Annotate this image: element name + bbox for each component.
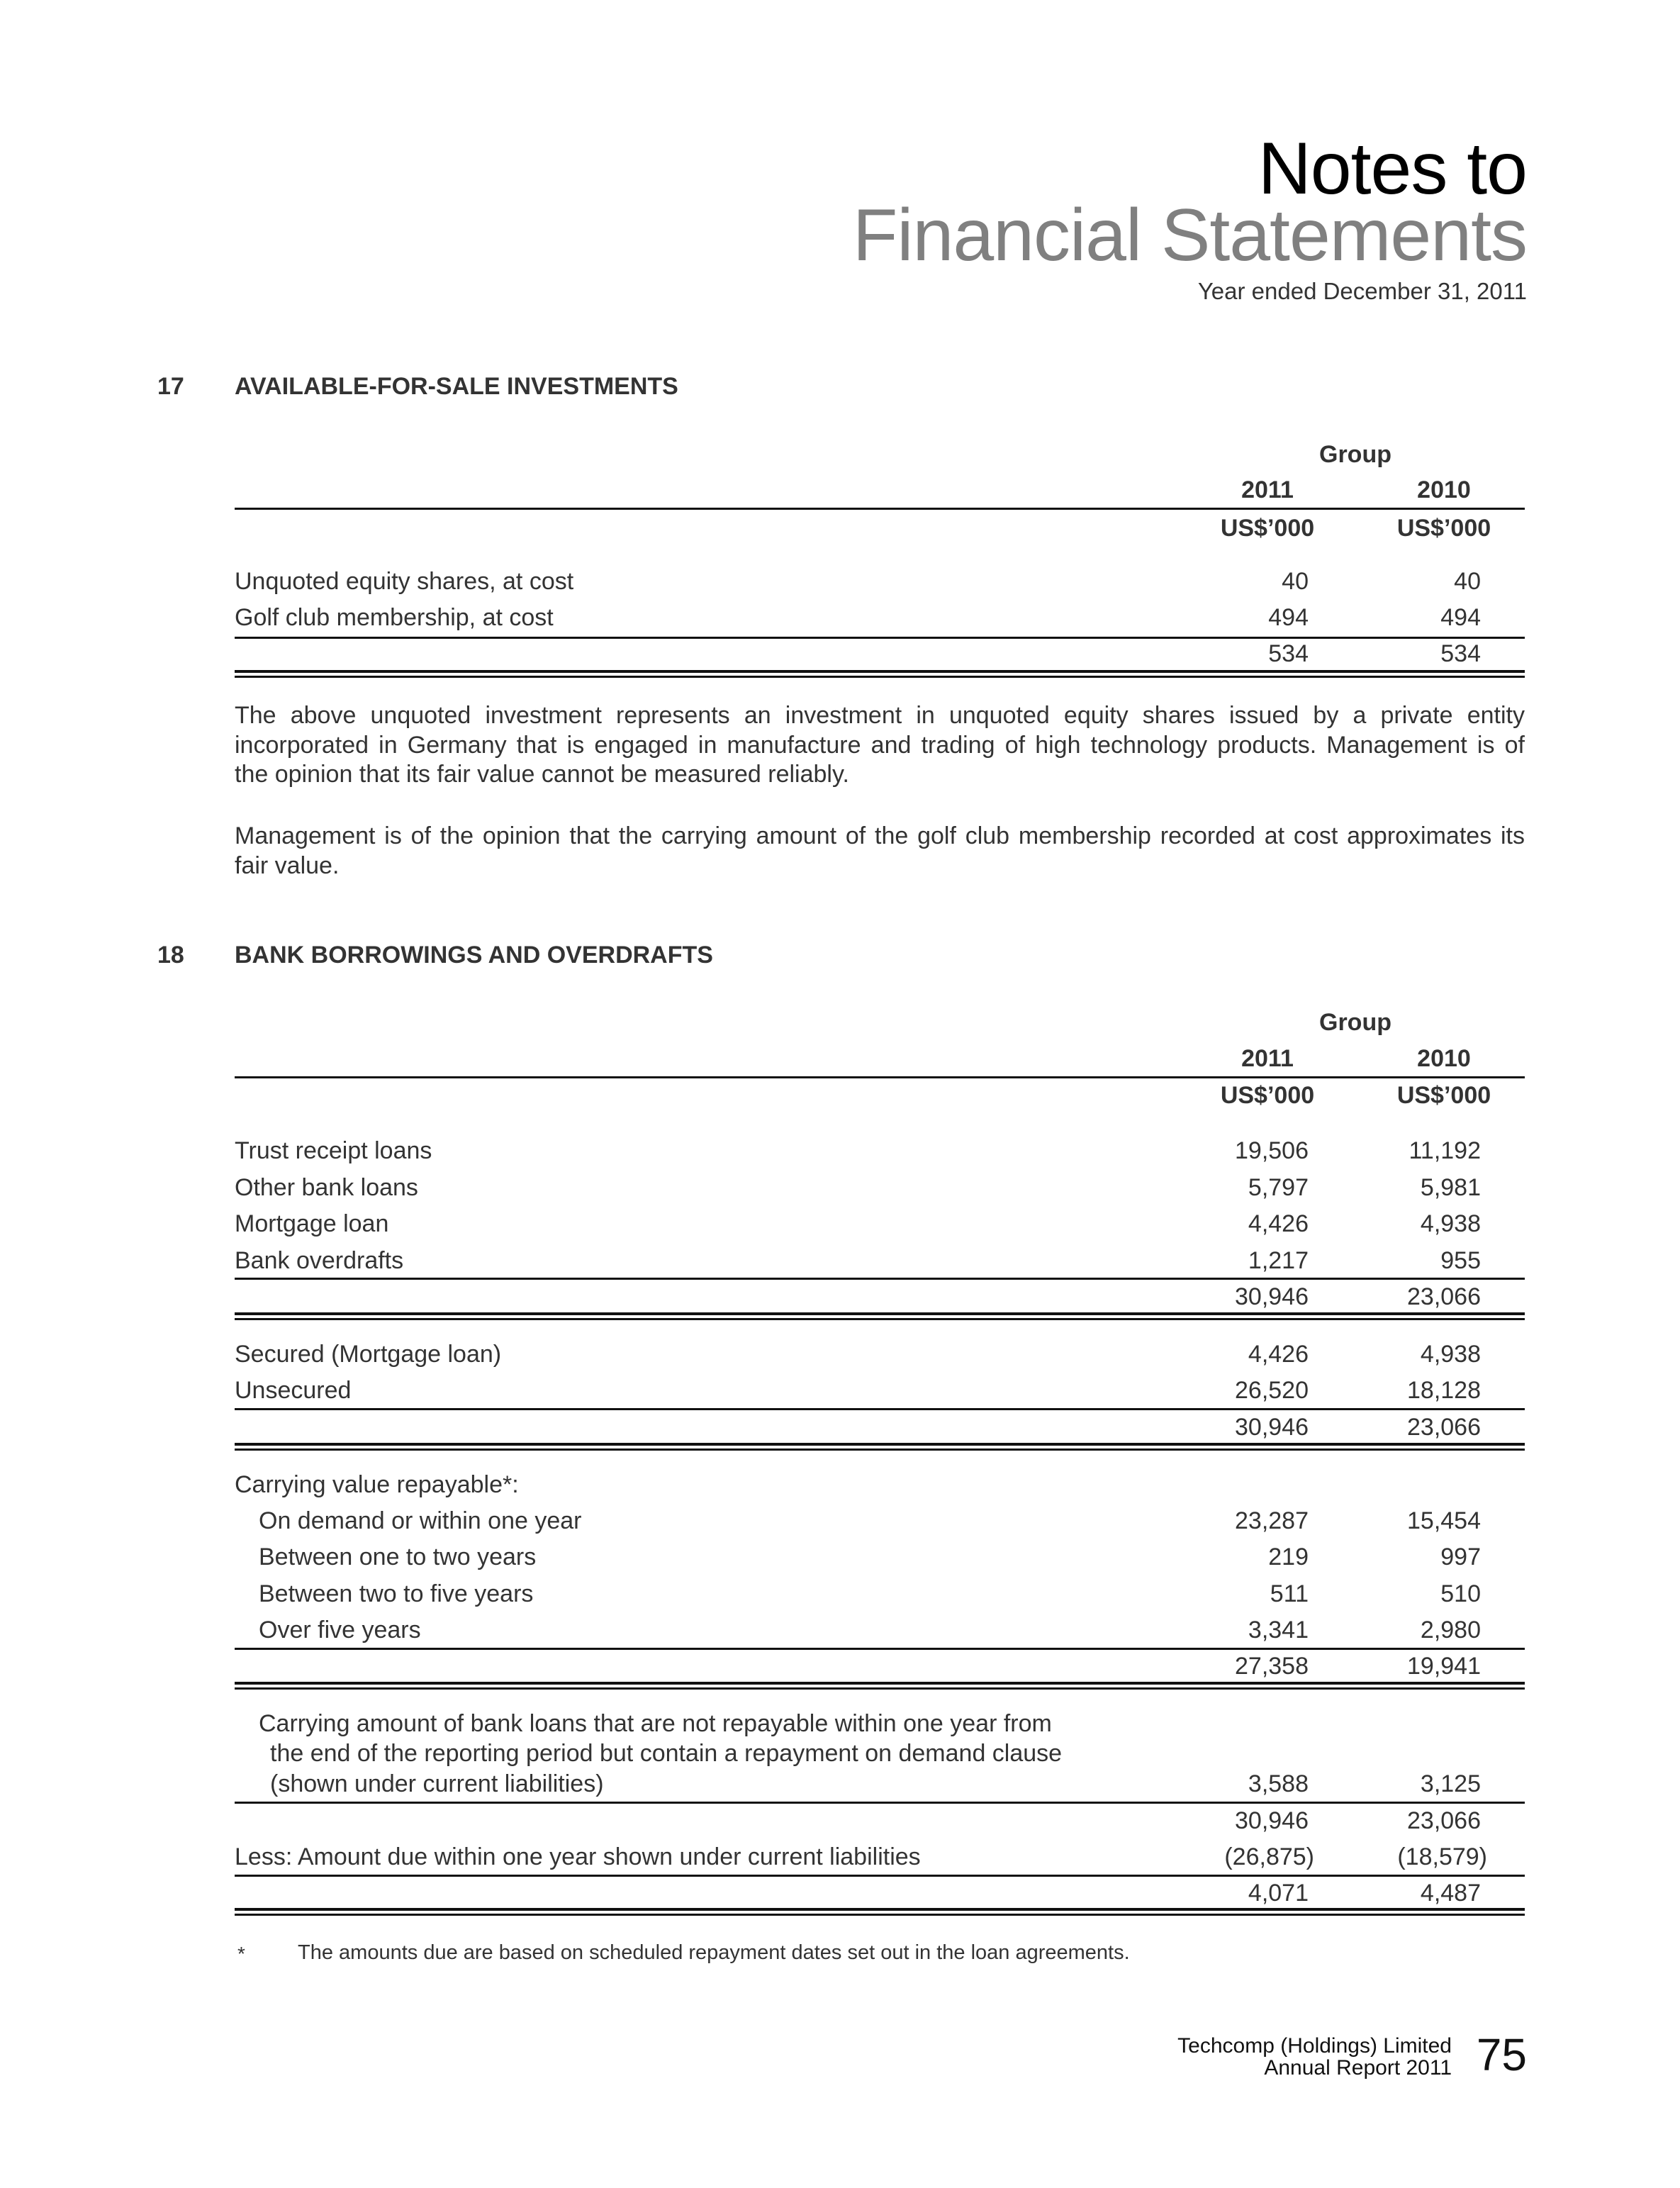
paragraph-line: the opinion that its fair value cannot be measured reliably. [235,761,849,788]
value-2010: 15,454 [1407,1507,1481,1534]
footnote-marker: * [237,1943,245,1965]
row-label: Between two to five years [259,1580,534,1607]
subtotal-rule [235,1802,1525,1804]
section-title: AVAILABLE-FOR-SALE INVESTMENTS [235,373,678,400]
value-2011: 5,797 [1248,1174,1309,1201]
value-2011: (26,875) [1224,1843,1314,1870]
subtotal-2011: 30,946 [1235,1807,1309,1834]
value-2010: 2,980 [1420,1617,1481,1643]
value-2010: 4,938 [1420,1210,1481,1237]
total-2011: 30,946 [1235,1414,1309,1441]
paragraph-line: Management is of the opinion that the carrying amount of the golf club membership recorded at cost approximates its [235,822,1525,849]
value-2010: 40 [1454,568,1481,595]
paragraph-unquoted-investment [235,701,1525,790]
total-2010: 4,487 [1420,1880,1481,1907]
row-label: Unsecured [235,1377,352,1404]
value-2010: 18,128 [1407,1377,1481,1404]
column-header-2011: 2011 [1241,476,1294,503]
column-group-header: Group [1319,1009,1391,1036]
value-2011: 23,287 [1235,1507,1309,1534]
report-name: Annual Report 2011 [1264,2056,1452,2080]
value-2011: 494 [1268,604,1309,631]
double-rule [235,1443,1525,1451]
row-label: Secured (Mortgage loan) [235,1341,502,1368]
value-2011: 219 [1268,1544,1309,1570]
value-2010: 955 [1440,1247,1481,1274]
row-label: Bank overdrafts [235,1247,404,1274]
total-2011: 27,358 [1235,1653,1309,1680]
column-header-2010: 2010 [1417,1045,1471,1072]
total-2010: 23,066 [1407,1283,1481,1310]
subtotal-rule [235,1408,1525,1410]
row-label: Between one to two years [259,1544,537,1570]
row-label-line: the end of the reporting period but contain a repayment on demand clause [270,1740,1063,1767]
row-label-line: Carrying amount of bank loans that are not repayable within one year from [259,1710,1052,1737]
double-rule [235,1312,1525,1320]
value-2010: 11,192 [1409,1137,1481,1164]
value-2011: 40 [1282,568,1309,595]
row-label: On demand or within one year [259,1507,582,1534]
page-subtitle: Year ended December 31, 2011 [1197,278,1527,304]
total-2010: 534 [1440,640,1481,667]
value-2011: 3,588 [1248,1770,1309,1797]
page-title-line1: Notes to [1258,128,1527,210]
value-2010: 494 [1440,604,1481,631]
value-2010: 510 [1440,1580,1481,1607]
section-title: BANK BORROWINGS AND OVERDRAFTS [235,942,713,969]
double-rule [235,1908,1525,1916]
value-2011: 4,426 [1248,1341,1309,1368]
value-2010: 3,125 [1420,1770,1481,1797]
paragraph-line: The above unquoted investment represents an investment in unquoted equity shares issued by a private entity [235,702,1525,729]
page-title-line2: Financial Statements [852,194,1527,277]
paragraph-line: fair value. [235,852,340,879]
value-2010: 5,981 [1420,1174,1481,1201]
column-group-header: Group [1319,441,1391,468]
row-label: Less: Amount due within one year shown under current liabilities [235,1843,921,1870]
total-2010: 23,066 [1407,1414,1481,1441]
section-number: 18 [157,942,184,969]
value-2011: 511 [1270,1580,1309,1607]
subtotal-rule [235,1875,1525,1877]
row-label: Mortgage loan [235,1210,389,1237]
total-2011: 4,071 [1248,1880,1309,1907]
subtotal-rule [235,637,1525,639]
column-header-2010: 2010 [1417,476,1471,503]
column-header-2011: 2011 [1241,1045,1294,1072]
value-2010: 4,938 [1420,1341,1481,1368]
header-rule [235,508,1525,510]
unit-header-2010: US$’000 [1396,1082,1491,1109]
value-2011: 19,506 [1235,1137,1309,1164]
total-2011: 30,946 [1235,1283,1309,1310]
subtotal-2010: 23,066 [1407,1807,1481,1834]
value-2010: 997 [1440,1544,1481,1570]
paragraph-line: incorporated in Germany that is engaged in manufacture and trading of high technology products. Management is of [235,731,1525,759]
value-2010: (18,579) [1397,1843,1487,1870]
row-label: Unquoted equity shares, at cost [235,568,574,595]
double-rule [235,1682,1525,1690]
total-2010: 19,941 [1407,1653,1481,1680]
row-label: Trust receipt loans [235,1137,432,1164]
repayable-heading: Carrying value repayable*: [235,1471,519,1498]
row-label: Other bank loans [235,1174,418,1201]
row-label: Over five years [259,1617,421,1643]
value-2011: 3,341 [1248,1617,1309,1643]
footnote-text: The amounts due are based on scheduled repayment dates set out in the loan agreements. [298,1941,1130,1964]
value-2011: 4,426 [1248,1210,1309,1237]
value-2011: 26,520 [1235,1377,1309,1404]
header-rule [235,1076,1525,1078]
row-label: Golf club membership, at cost [235,604,554,631]
paragraph-golf-membership [235,822,1525,881]
row-label-line: (shown under current liabilities) [270,1770,604,1797]
page-number: 75 [1476,2029,1527,2080]
company-name: Techcomp (Holdings) Limited [1177,2034,1452,2058]
unit-header-2011: US$’000 [1220,515,1315,542]
subtotal-rule [235,1278,1525,1280]
unit-header-2010: US$’000 [1396,515,1491,542]
subtotal-rule [235,1648,1525,1650]
total-2011: 534 [1268,640,1309,667]
value-2011: 1,217 [1248,1247,1309,1274]
section-number: 17 [157,373,184,400]
unit-header-2011: US$’000 [1220,1082,1315,1109]
double-rule [235,670,1525,678]
